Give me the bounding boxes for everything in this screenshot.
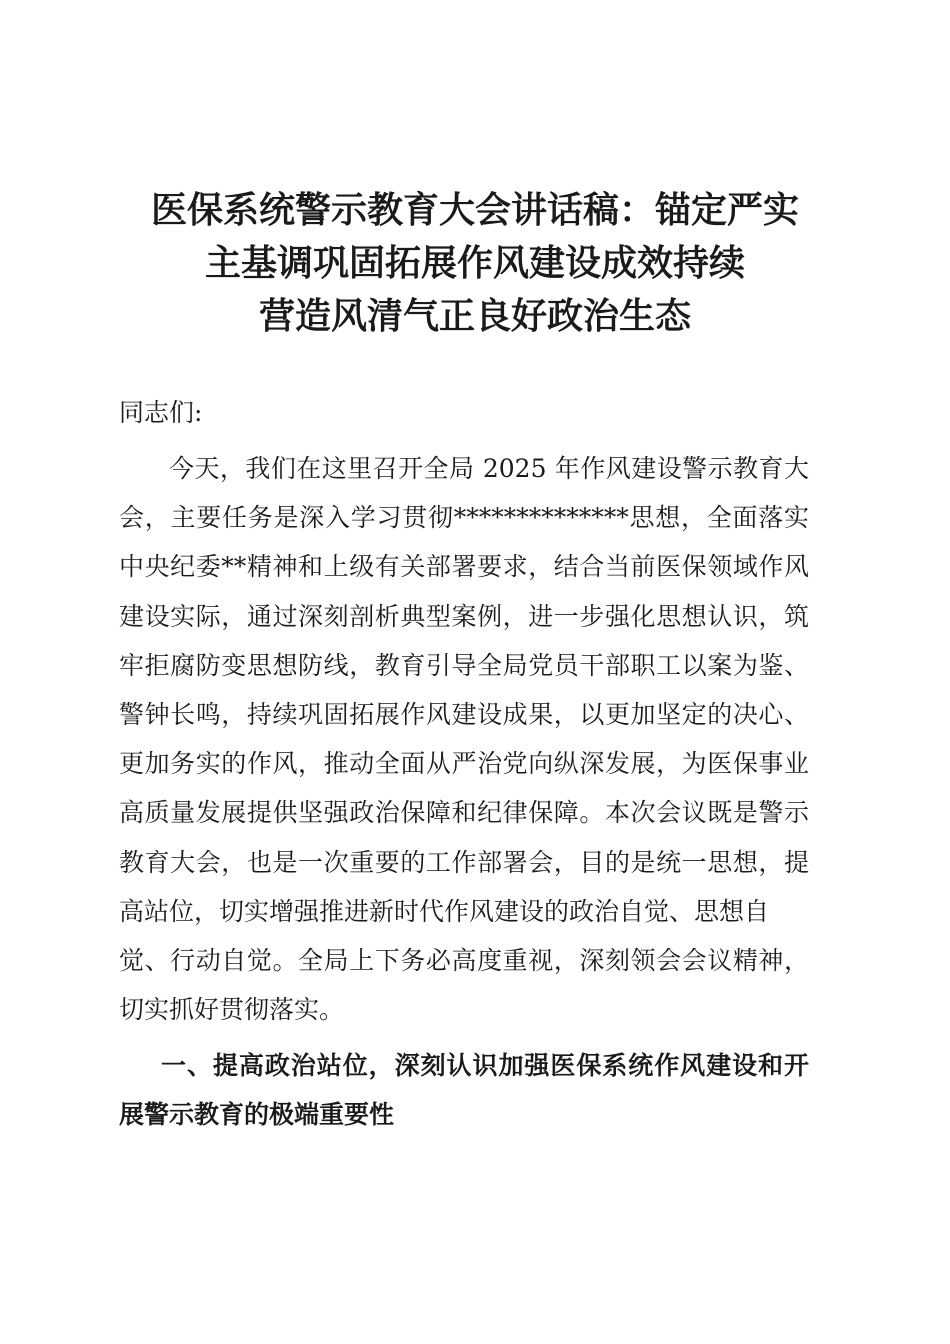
- title-line-2: 主基调巩固拓展作风建设成效持续: [204, 242, 745, 284]
- salutation: 同志们:: [119, 398, 203, 427]
- paragraph-line: 建设实际，通过深刻剖析典型案例，进一步强化思想认识，筑: [119, 601, 809, 631]
- title-line-1: 医保系统警示教育大会讲话稿：锚定严实: [150, 189, 799, 231]
- paragraph-line: 切实抓好贯彻落实。: [119, 995, 345, 1025]
- document-title: [100, 184, 850, 343]
- section-heading-line-2: 展警示教育的极端重要性: [119, 1100, 395, 1129]
- paragraph-line: 更加务实的作风，推动全面从严治党向纵深发展，为医保事业: [119, 749, 809, 779]
- paragraph-line: 觉、行动自觉。全局上下务必高度重视，深刻领会会议精神，: [119, 946, 809, 976]
- paragraph-line: 中央纪委**精神和上级有关部署要求，结合当前医保领域作风: [119, 552, 809, 582]
- paragraph-line: 教育大会，也是一次重要的工作部署会，目的是统一思想，提: [119, 847, 809, 877]
- paragraph-line: 今天，我们在这里召开全局 2025 年作风建设警示教育大: [169, 454, 809, 483]
- paragraph-line: 会，主要任务是深入学习贯彻**************思想，全面落实: [119, 503, 809, 533]
- paragraph-line: 牢拒腐防变思想防线，教育引导全局党员干部职工以案为鉴、: [119, 650, 809, 680]
- section-heading-line-1: 一、提高政治站位，深刻认识加强医保系统作风建设和开: [161, 1051, 809, 1080]
- opening-paragraph: [119, 444, 809, 1034]
- paragraph-line: 警钟长鸣，持续巩固拓展作风建设成果，以更加坚定的决心、: [119, 700, 809, 730]
- title-line-3: 营造风清气正良好政治生态: [258, 295, 691, 337]
- paragraph-line: 高站位，切实增强推进新时代作风建设的政治自觉、思想自: [119, 896, 770, 926]
- section-heading: [119, 1041, 809, 1139]
- paragraph-line: 高质量发展提供坚强政治保障和纪律保障。本次会议既是警示: [119, 798, 809, 828]
